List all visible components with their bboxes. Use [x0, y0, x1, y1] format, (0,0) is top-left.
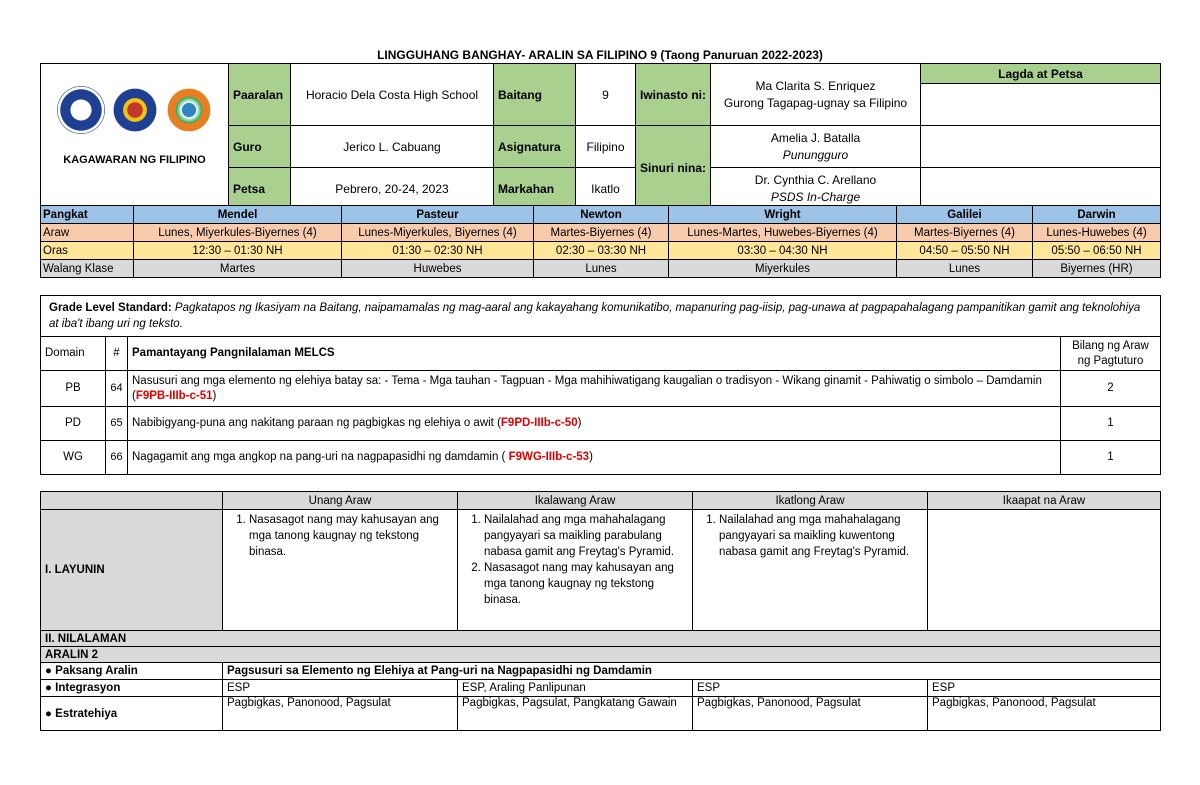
asignatura-value: Filipino — [576, 126, 636, 168]
aralin-label: ARALIN 2 — [41, 647, 1161, 663]
section-araw: Martes-Biyernes (4) — [897, 224, 1033, 242]
lagda-label: Lagda at Petsa — [921, 64, 1161, 84]
estratehiya-value: Pagbigkas, Panonood, Pagsulat — [928, 697, 1161, 731]
oras-label: Oras — [41, 242, 134, 260]
section-araw: Lunes-Martes, Huwebes-Biyernes (4) — [669, 224, 897, 242]
lagda-sinuri2-cell — [921, 168, 1161, 210]
iwinasto-name: Ma Clarita S. Enriquez — [755, 78, 876, 93]
logo-cell — [41, 64, 229, 210]
section-araw: Lunes-Huwebes (4) — [1033, 224, 1161, 242]
pangkat-row — [41, 206, 1161, 224]
lagda-sinuri1-cell — [921, 126, 1161, 168]
header-table — [40, 63, 1161, 210]
araw-row — [41, 224, 1161, 242]
section-oras: 02:30 – 03:30 NH — [534, 242, 669, 260]
walang-klase-label: Walang Klase — [41, 260, 134, 278]
sinuri-label: Sinuri nina: — [636, 126, 711, 210]
day2-objectives — [458, 510, 693, 631]
schools-division-seal-icon — [111, 86, 159, 134]
col-num: # — [106, 337, 128, 371]
iwinasto-value — [711, 64, 921, 126]
asignatura-label: Asignatura — [494, 126, 576, 168]
pangkat-label: Pangkat — [41, 206, 134, 224]
section-name: Pasteur — [342, 206, 534, 224]
day3-objectives — [693, 510, 928, 631]
estratehiya-value: Pagbigkas, Panonood, Pagsulat — [223, 697, 458, 731]
section-walang: Huwebes — [342, 260, 534, 278]
standard-text: Pagkatapos ng Ikasiyam na Baitang, naipamamalas ng mag-aaral ang kakayahang komunikatibo, mapanuring pag-iisip, pag-unawa at pagpapahalagang pampanitikan gamit ang teknolohiya at iba't ibang uri ng teksto. — [49, 302, 1141, 330]
melc-desc: Nabibigyang-puna ang nakitang paraan ng pagbigkas ng elehiya o awit ( — [132, 417, 501, 429]
section-walang: Biyernes (HR) — [1033, 260, 1161, 278]
section-name: Newton — [534, 206, 669, 224]
sinuri2-cell — [711, 168, 921, 210]
paaralan-label: Paaralan — [229, 64, 291, 126]
sinuri1-role: Punungguro — [782, 147, 849, 162]
section-oras: 01:30 – 02:30 NH — [342, 242, 534, 260]
melc-desc: Nasusuri ang mga elemento ng elehiya batay sa: - Tema - Mga tauhan - Tagpuan - Mga mahihiwatigang kaugalian o tradisyon - Wikang ginamit - Pahiwatig o simbolo – Damdamin ( — [132, 374, 1042, 402]
sinuri2-name: Dr. Cynthia C. Arellano — [754, 172, 877, 187]
integrasyon-value: ESP — [928, 680, 1161, 697]
day-head-empty — [41, 492, 223, 510]
integrasyon-value: ESP — [693, 680, 928, 697]
guro-label: Guro — [229, 126, 291, 168]
objective-item: 1. Nailalahad ang mga mahahalagang pangyayari sa maikling parabulang nabasa gamit ang Freytag's Pyramid. — [484, 512, 688, 560]
day-head: Unang Araw — [223, 492, 458, 510]
melc-days: 1 — [1061, 407, 1161, 441]
sinuri1-cell — [711, 126, 921, 168]
section-name: Wright — [669, 206, 897, 224]
bullet-icon: ● — [45, 665, 52, 677]
section-walang: Lunes — [534, 260, 669, 278]
page-title: LINGGUHANG BANGHAY- ARALIN SA FILIPINO 9 (Taong Panuruan 2022-2023) — [377, 48, 823, 62]
logos — [45, 86, 224, 134]
school-division-office-seal-icon — [165, 86, 213, 134]
day-head: Ikaapat na Araw — [928, 492, 1161, 510]
section-oras: 05:50 – 06:50 NH — [1033, 242, 1161, 260]
bullet-icon: ● — [45, 707, 52, 720]
melc-num: 64 — [106, 371, 128, 407]
estratehiya-label-cell — [41, 697, 223, 731]
nilalaman-label: II. NILALAMAN — [41, 631, 1161, 647]
day1-objectives — [223, 510, 458, 631]
col-melcs: Pamantayang Pangnilalaman MELCS — [128, 337, 1061, 371]
sinuri1-name: Amelia J. Batalla — [770, 130, 861, 145]
melc-code: F9PD-IIIb-c-50 — [500, 417, 578, 429]
integrasyon-label: Integrasyon — [55, 682, 121, 694]
oras-row — [41, 242, 1161, 260]
objective-item: 2. Nasasagot nang may kahusayan ang mga tanong kaugnay ng tekstong binasa. — [484, 560, 688, 608]
day-head: Ikalawang Araw — [458, 492, 693, 510]
section-walang: Martes — [134, 260, 342, 278]
melcs-table — [40, 295, 1161, 475]
iwinasto-role: Gurong Tagapag-ugnay sa Filipino — [723, 95, 908, 110]
section-araw: Lunes, Miyerkules-Biyernes (4) — [134, 224, 342, 242]
markahan-value: Ikatlo — [576, 168, 636, 210]
bullet-icon: ● — [45, 682, 52, 694]
melc-domain: PD — [41, 407, 106, 441]
deped-seal-icon — [57, 86, 105, 134]
walang-klase-row — [41, 260, 1161, 278]
melc-days: 1 — [1061, 441, 1161, 475]
melc-days: 2 — [1061, 371, 1161, 407]
sinuri2-role: PSDS In-Charge — [770, 189, 861, 204]
melc-domain: WG — [41, 441, 106, 475]
section-walang: Miyerkules — [669, 260, 897, 278]
schedule-table — [40, 205, 1161, 278]
iwinasto-label: Iwinasto ni: — [636, 64, 711, 126]
integrasyon-value: ESP, Araling Panlipunan — [458, 680, 693, 697]
section-oras: 12:30 – 01:30 NH — [134, 242, 342, 260]
section-oras: 03:30 – 04:30 NH — [669, 242, 897, 260]
petsa-label: Petsa — [229, 168, 291, 210]
melc-text — [128, 407, 1061, 441]
grade-level-standard — [41, 296, 1161, 337]
section-araw: Lunes-Miyerkules, Biyernes (4) — [342, 224, 534, 242]
paksa-label-cell — [41, 663, 223, 680]
markahan-label: Markahan — [494, 168, 576, 210]
section-walang: Lunes — [897, 260, 1033, 278]
petsa-value: Pebrero, 20-24, 2023 — [291, 168, 494, 210]
melc-num: 66 — [106, 441, 128, 475]
melc-num: 65 — [106, 407, 128, 441]
objective-item: 1. Nasasagot nang may kahusayan ang mga tanong kaugnay ng tekstong binasa. — [249, 512, 453, 560]
section-name: Galilei — [897, 206, 1033, 224]
estratehiya-value: Pagbigkas, Pagsulat, Pangkatang Gawain — [458, 697, 693, 731]
melc-close: ) — [212, 389, 217, 402]
col-days: Bilang ng Araw ng Pagtuturo — [1061, 337, 1161, 371]
estratehiya-value: Pagbigkas, Panonood, Pagsulat — [693, 697, 928, 731]
paksa-value: Pagsusuri sa Elemento ng Elehiya at Pang-uri na Nagpapasidhi ng Damdamin — [223, 663, 1161, 680]
standard-label: Grade Level Standard: — [49, 302, 172, 314]
paaralan-value: Horacio Dela Costa High School — [291, 64, 494, 126]
araw-label: Araw — [41, 224, 134, 242]
melc-text — [128, 441, 1061, 475]
daily-plan-table — [40, 491, 1161, 731]
estratehiya-label: Estratehiya — [55, 707, 118, 720]
melc-close: ) — [577, 417, 582, 429]
section-name: Darwin — [1033, 206, 1161, 224]
day-head: Ikatlong Araw — [693, 492, 928, 510]
baitang-value: 9 — [576, 64, 636, 126]
section-araw: Martes-Biyernes (4) — [534, 224, 669, 242]
paksa-label: Paksang Aralin — [55, 665, 138, 677]
section-oras: 04:50 – 05:50 NH — [897, 242, 1033, 260]
guro-value: Jerico L. Cabuang — [291, 126, 494, 168]
melc-domain: PB — [41, 371, 106, 407]
day4-objectives — [928, 510, 1161, 631]
melc-close: ) — [589, 451, 593, 463]
melc-desc: Nagagamit ang mga angkop na pang-uri na nagpapasidhi ng damdamin ( — [132, 451, 509, 463]
col-domain: Domain — [41, 337, 106, 371]
lagda-iwinasto-cell — [921, 84, 1161, 126]
integrasyon-label-cell — [41, 680, 223, 697]
melc-code: F9PB-IIIb-c-51 — [135, 389, 213, 402]
section-name: Mendel — [134, 206, 342, 224]
melc-text — [128, 371, 1061, 407]
layunin-label: I. LAYUNIN — [41, 510, 223, 631]
objective-item: 1. Nailalahad ang mga mahahalagang pangyayari sa maikling kuwentong nabasa gamit ang Freytag's Pyramid. — [719, 512, 923, 560]
melc-code: F9WG-IIIb-c-53 — [508, 451, 590, 463]
department-name: KAGAWARAN NG FILIPINO — [63, 154, 206, 166]
baitang-label: Baitang — [494, 64, 576, 126]
integrasyon-value: ESP — [223, 680, 458, 697]
